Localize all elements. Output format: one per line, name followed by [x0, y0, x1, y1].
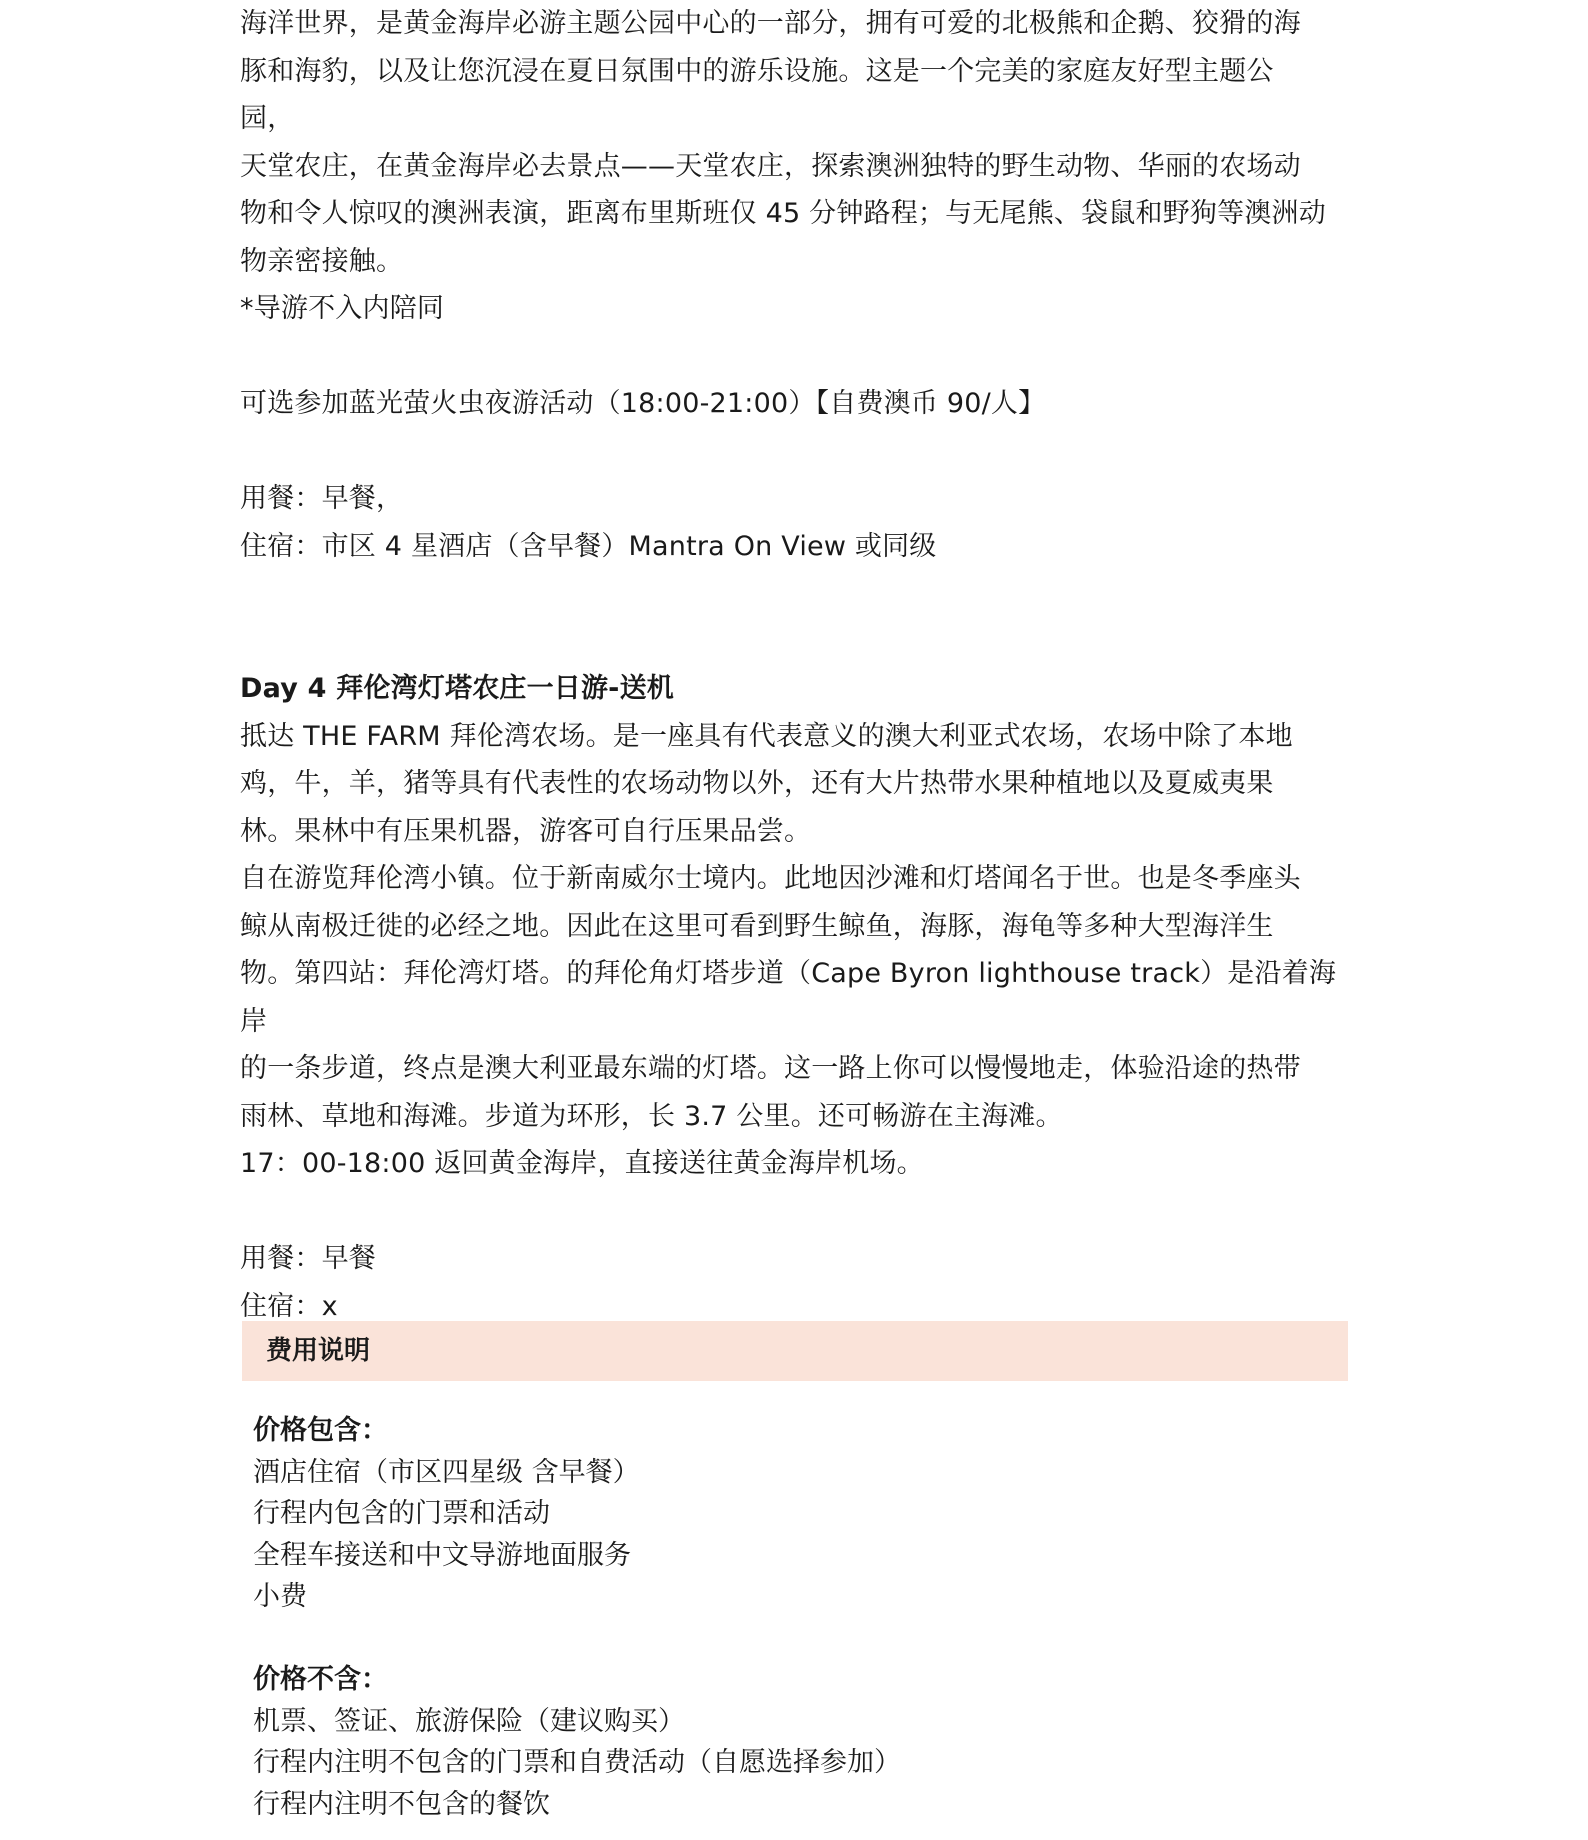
excluded-item: 机票、签证、旅游保险（建议购买） [253, 1705, 685, 1737]
excluded-item: 行程内注明不包含的门票和自费活动（自愿选择参加） [253, 1747, 901, 1778]
included-item: 小费 [253, 1581, 307, 1612]
day3-continuation [240, 0, 1350, 570]
hotel-line: 住宿：市区 4 星酒店（含早餐）Mantra On View 或同级 [240, 530, 937, 562]
paragraph-line: 物。第四站：拜伦湾灯塔。的拜伦角灯塔步道（Cape Byron lighthouse track）是沿着海岸 [240, 958, 1337, 1037]
paragraph-line: 雨林、草地和海滩。步道为环形，长 3.7 公里。还可畅游在主海滩。 [240, 1100, 1063, 1132]
excluded-item: 行程内注明不包含的餐饮 [253, 1788, 550, 1820]
fee-section-title: 费用说明 [266, 1336, 371, 1366]
return-schedule: 17：00-18:00 返回黄金海岸，直接送往黄金海岸机场。 [240, 1148, 924, 1179]
paragraph-line: 园， [240, 103, 295, 134]
paragraph-line: 自在游览拜伦湾小镇。位于新南威尔士境内。此地因沙滩和灯塔闻名于世。也是冬季座头 [240, 863, 1301, 894]
guide-note: *导游不入内陪同 [240, 293, 445, 324]
included-item: 全程车接送和中文导游地面服务 [253, 1539, 631, 1571]
day4-section [240, 665, 1350, 1330]
fee-details [253, 1410, 1253, 1825]
hotel-line: 住宿：x [240, 1290, 338, 1322]
paragraph-line: 天堂农庄，在黄金海岸必去景点——天堂农庄，探索澳洲独特的野生动物、华丽的农场动 [240, 150, 1301, 182]
included-label: 价格包含： [253, 1415, 388, 1446]
optional-activity: 可选参加蓝光萤火虫夜游活动（18:00-21:00）【自费澳币 90/人】 [240, 388, 1046, 419]
fee-section-header [242, 1321, 1348, 1381]
meals-line: 用餐：早餐 [240, 1243, 376, 1274]
paragraph-line: 林。果林中有压果机器，游客可自行压果品尝。 [240, 815, 812, 847]
meals-line: 用餐：早餐， [240, 483, 404, 514]
paragraph-line: 抵达 THE FARM 拜伦湾农场。是一座具有代表意义的澳大利亚式农场，农场中除了本地 [240, 720, 1293, 752]
paragraph-line: 物亲密接触。 [240, 245, 404, 277]
included-item: 行程内包含的门票和活动 [253, 1498, 550, 1529]
day4-heading: Day 4 拜伦湾灯塔农庄一日游-送机 [240, 673, 674, 704]
paragraph-line: 的一条步道，终点是澳大利亚最东端的灯塔。这一路上你可以慢慢地走，体验沿途的热带 [240, 1053, 1301, 1084]
paragraph-line: 鸡，牛，羊，猪等具有代表性的农场动物以外，还有大片热带水果种植地以及夏威夷果 [240, 768, 1274, 799]
paragraph-line: 豚和海豹，以及让您沉浸在夏日氛围中的游乐设施。这是一个完美的家庭友好型主题公 [240, 55, 1274, 87]
paragraph-line: 物和令人惊叹的澳洲表演，距离布里斯班仅 45 分钟路程；与无尾熊、袋鼠和野狗等澳洲动 [240, 198, 1326, 229]
paragraph-line: 海洋世界，是黄金海岸必游主题公园中心的一部分，拥有可爱的北极熊和企鹅、狡猾的海 [240, 8, 1301, 39]
included-item: 酒店住宿（市区四星级 含早餐） [253, 1456, 640, 1488]
excluded-label: 价格不含： [253, 1664, 388, 1695]
paragraph-line: 鲸从南极迁徙的必经之地。因此在这里可看到野生鲸鱼，海豚，海龟等多种大型海洋生 [240, 910, 1274, 942]
